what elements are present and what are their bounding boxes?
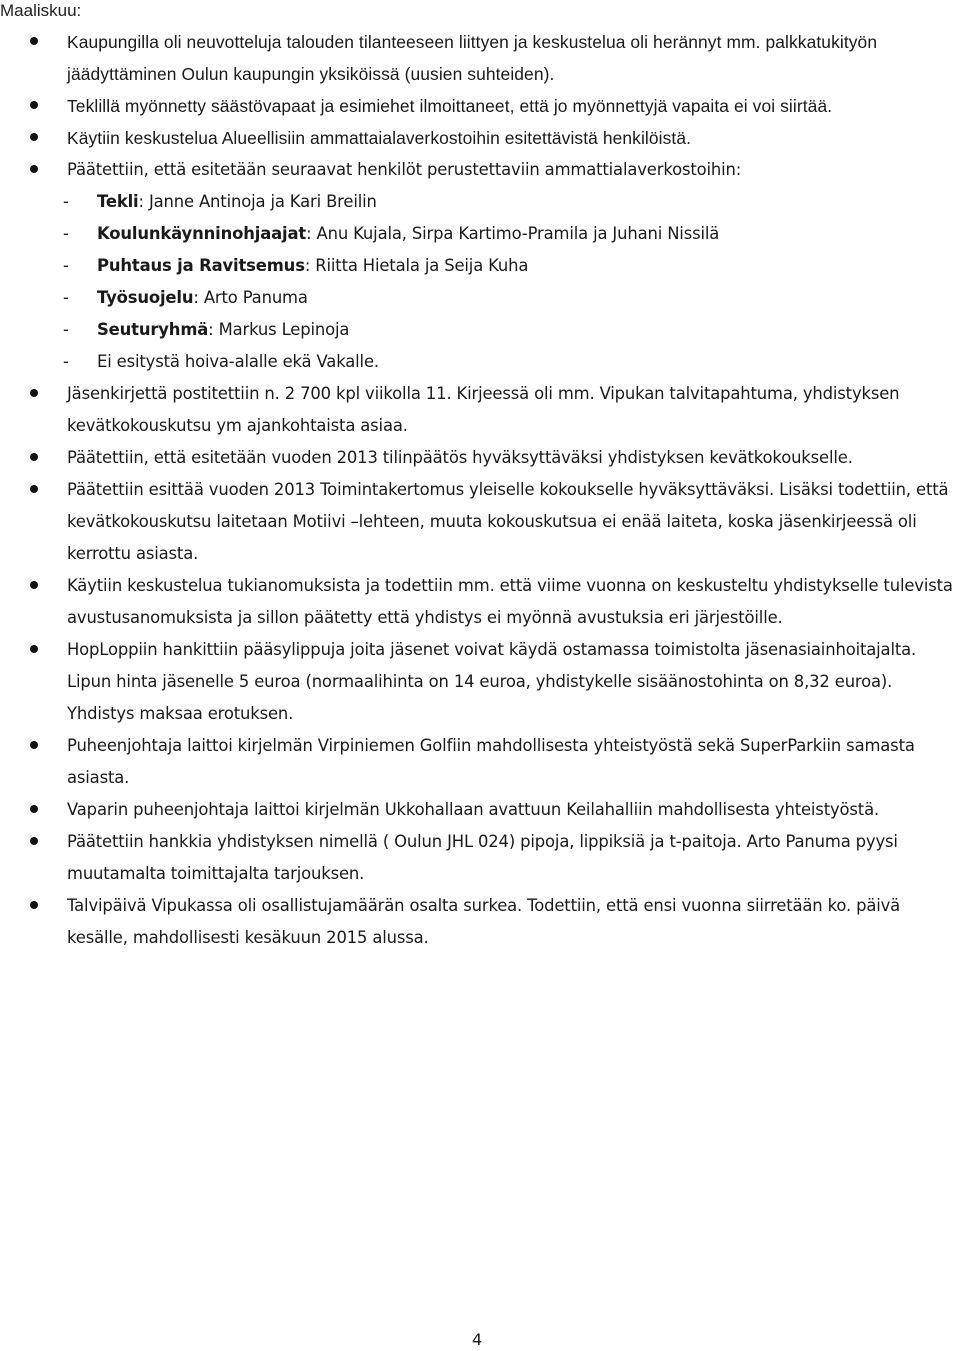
network-label: Tekli <box>97 192 139 211</box>
nominees: Ei esitystä hoiva-alalle ekä Vakalle. <box>97 352 379 371</box>
network-label: Koulunkäynninohjaajat <box>97 224 307 243</box>
list-item-text: Päätettiin esittää vuoden 2013 Toimintakertomus yleiselle kokoukselle hyväksyttäväksi. Lisäksi todettiin, että kevätkokouskutsu laitetaan Motiivi –lehteen, muuta kokouskutsua ei enää laiteta, koska jäsenkirjeessä oli kerrottu asiasta. <box>67 480 949 563</box>
network-nominee-list <box>63 186 958 378</box>
list-item-text: Teklillä myönnetty säästövapaat ja esimiehet ilmoittaneet, että jo myönnettyjä vapaita ei voi siirtää. <box>67 96 833 116</box>
dash-marker: - <box>63 320 69 339</box>
page-number: 4 <box>472 1330 483 1349</box>
list-item <box>0 90 960 122</box>
bullet-icon <box>30 741 38 749</box>
list-item <box>0 26 960 90</box>
network-label: Puhtaus ja Ravitsemus <box>97 256 305 275</box>
list-item-text: Puheenjohtaja laittoi kirjelmän Virpiniemen Golfiin mahdollisesta yhteistyöstä sekä SuperParkiin samasta asiasta. <box>67 736 915 787</box>
bullet-icon <box>30 837 38 845</box>
list-item <box>0 570 960 634</box>
nominees: : Arto Panuma <box>193 288 308 307</box>
list-item <box>0 826 960 890</box>
list-item-text: Kaupungilla oli neuvotteluja talouden tilanteeseen liittyen ja keskustelua oli herännyt mm. palkkatukityön jäädyttäminen Oulun kaupungin yksiköissä (uusien suhteiden). <box>67 32 878 84</box>
sub-list-item <box>63 346 958 378</box>
sub-list-item <box>63 186 958 218</box>
list-item-text: Käytiin keskustelua tukianomuksista ja todettiin mm. että viime vuonna on keskusteltu yhdistykselle tulevista avustusanomuksista ja sillon päätetty että yhdistys ei myönnä avustuksia eri järjestöille. <box>67 576 953 627</box>
nominees: : Markus Lepinoja <box>208 320 350 339</box>
network-label: Seuturyhmä <box>97 320 209 339</box>
bullet-icon <box>30 581 38 589</box>
nominees: : Anu Kujala, Sirpa Kartimo-Pramila ja Juhani Nissilä <box>306 224 720 243</box>
nominees: : Riitta Hietala ja Seija Kuha <box>304 256 529 275</box>
sub-list-item <box>63 218 958 250</box>
list-item <box>0 634 960 730</box>
bullet-icon <box>30 485 38 493</box>
list-item <box>0 378 960 442</box>
bullet-icon <box>30 805 38 813</box>
list-item <box>0 730 960 794</box>
bullet-icon <box>30 165 38 173</box>
list-item <box>0 442 960 474</box>
sub-list-item <box>63 250 958 282</box>
list-item-text: Jäsenkirjettä postitettiin n. 2 700 kpl viikolla 11. Kirjeessä oli mm. Vipukan talvitapahtuma, yhdistyksen kevätkokouskutsu ym ajankohtaista asiaa. <box>67 384 900 435</box>
dash-marker: - <box>63 352 69 371</box>
list-item <box>0 890 960 954</box>
list-item-text: Talvipäivä Vipukassa oli osallistujamäärän osalta surkea. Todettiin, että ensi vuonna siirretään ko. päivä kesälle, mahdollisesti kesäkuun 2015 alussa. <box>67 896 901 947</box>
list-item-text: Käytiin keskustelua Alueellisiin ammattaialaverkostoihin esitettävistä henkilöistä. <box>67 128 692 148</box>
bullet-icon <box>30 901 38 909</box>
minutes-list <box>0 26 960 954</box>
list-item-text: HopLoppiin hankittiin pääsylippuja joita jäsenet voivat käydä ostamassa toimistolta jäsenasiainhoitajalta. Lipun hinta jäsenelle 5 euroa (normaalihinta on 14 euroa, yhdistykelle sisäänostohinta on 8,32 euroa). Yhdistys maksaa erotuksen. <box>67 640 917 723</box>
sub-list-item <box>63 282 958 314</box>
nominees: : Janne Antinoja ja Kari Breilin <box>138 192 377 211</box>
list-item <box>0 474 960 570</box>
list-item-text: Päätettiin, että esitetään seuraavat henkilöt perustettaviin ammattialaverkostoihin: <box>67 160 742 179</box>
sub-list-item <box>63 314 958 346</box>
bullet-icon <box>30 453 38 461</box>
list-item-text: Päätettiin, että esitetään vuoden 2013 tilinpäätös hyväksyttäväksi yhdistyksen kevätkokoukselle. <box>67 448 853 467</box>
bullet-icon <box>30 389 38 397</box>
bullet-icon <box>30 645 38 653</box>
list-item-text: Päätettiin hankkia yhdistyksen nimellä ( Oulun JHL 024) pipoja, lippiksiä ja t-paitoja. Arto Panuma pyysi muutamalta toimittajalta tarjouksen. <box>67 832 898 883</box>
bullet-icon <box>30 37 38 45</box>
list-item <box>0 122 960 154</box>
dash-marker: - <box>63 256 69 275</box>
network-label: Työsuojelu <box>97 288 194 307</box>
list-item <box>0 794 960 826</box>
list-item <box>0 154 960 378</box>
bullet-icon <box>30 101 38 109</box>
dash-marker: - <box>63 288 69 307</box>
dash-marker: - <box>63 224 69 243</box>
dash-marker: - <box>63 192 69 211</box>
section-heading: Maaliskuu: <box>0 1 82 20</box>
bullet-icon <box>30 133 38 141</box>
list-item-text: Vaparin puheenjohtaja laittoi kirjelmän Ukkohallaan avattuun Keilahalliin mahdollisesta yhteistyöstä. <box>67 800 880 819</box>
